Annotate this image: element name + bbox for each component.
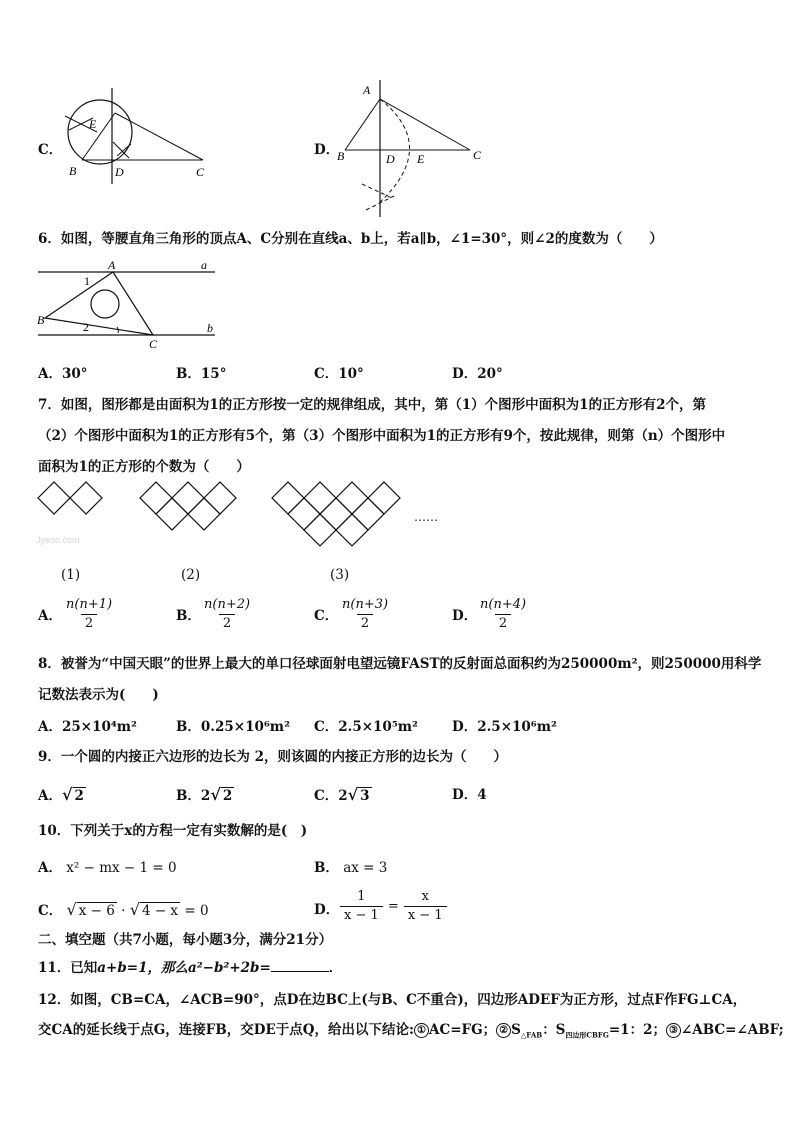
q6-option-d: D．20° [452,366,503,382]
label-b-point: B [37,313,45,327]
q7-option-b-letter: B． [176,608,201,624]
q7-option-c-fraction: $\frac{n(n+3)}{2}$ [342,597,389,631]
q7-stem-line3: 面积为1的正方形的个数为（ ） [38,459,250,475]
label-angle-2: 2 [83,320,89,334]
q8-stem-line2: 记数法表示为( ) [38,687,159,703]
q12-stem-line1: 12．如图，CB=CA，∠ACB=90°，点D在边BC上(与B、C不重合)，四边形ADEF为正方形，过点F作FG⊥CA， [38,992,747,1008]
q10-stem: 10．下列关于x的方程一定有实数解的是( ) [38,823,308,839]
label-line-b: b [207,321,213,335]
q7-stem-line2: （2）个图形中面积为1的正方形有5个，第（3）个图形中面积为1的正方形有9个，按此规律，则第（n）个图形中 [38,428,726,444]
q8-stem-line1: 8．被誉为“中国天眼”的世界上最大的单口径球面射电望远镜FAST的反射面总面积约为250000m²，则250000用科学 [38,656,762,672]
q10-option-c: C． √ x − 6 · √ 4 − x = 0 [38,900,209,919]
q10-option-b: B． ax = 3 [314,860,388,876]
label-line-a: a [201,258,207,272]
q6-option-a: A．30° [38,366,88,382]
label-a: A [363,83,371,97]
q6-option-c: C．10° [314,366,364,382]
q7-option-d-fraction: $\frac{n(n+4)}{2}$ [480,597,527,631]
option-c-label: C． [38,142,63,158]
q7-caption-1: (1) [61,567,81,583]
q6-stem: 6．如图，等腰直角三角形的顶点A、C分别在直线a、b上，若a∥b，∠1=30°，则∠2的度数为（ ） [38,231,663,247]
label-c: C [473,148,482,162]
q7-option-d-letter: D． [452,608,478,624]
q7-caption-2: (2) [181,567,201,583]
label-d: D [386,152,395,166]
q9-option-d: D．4 [452,787,487,803]
q9-option-b: B．2√ 2 [176,785,233,804]
jyeoo-watermark: Jyeoo.com [36,535,80,545]
q10-option-d-expr: $\frac{1}{x - 1}$ = $\frac{x}{x - 1}$ [340,889,447,924]
q7-option-a-letter: A． [38,608,62,624]
answer-blank[interactable] [271,957,329,972]
q8-option-a: A．25×10⁴m² [38,719,137,735]
q7-figure-1 [36,480,108,520]
q6-option-b: B．15° [176,366,227,382]
label-e: E [89,117,97,131]
label-d: D [115,165,124,179]
label-angle-1: 1 [84,274,90,288]
q9-stem: 9．一个圆的内接正六边形的边长为 2，则该圆的内接正方形的边长为（ ） [38,749,507,765]
q11: 11．已知a+b=1，那么a²−b²+2b= ． [38,957,342,978]
q5-figure-c [55,80,225,190]
q10-option-a: A． x² − mx − 1 = 0 [38,860,177,876]
q6-figure [33,256,223,352]
q8-option-c: C．2.5×10⁵m² [314,719,418,735]
label-b: B [337,149,345,163]
q7-option-a-fraction: $\frac{n(n+1)}{2}$ [66,597,113,631]
q8-option-b: B．0.25×10⁶m² [176,719,290,735]
q8-option-d: D．2.5×10⁶m² [452,719,557,735]
label-b: B [69,164,77,178]
q7-figure-2 [138,480,242,536]
q12-stem-line2: 交CA的延长线于点G，连接FB，交DE于点Q，给出以下结论: ① AC=FG； ② $S_{\triangle FAB}$：$S_{四边形CBFG}=1$：2； ③ ∠ABC=∠ABF; [38,1022,784,1040]
q9-option-c: C．2√ 3 [314,785,370,804]
q7-option-c-letter: C． [314,608,339,624]
q7-stem-line1: 7．如图，图形都是由面积为1的正方形按一定的规律组成，其中，第（1）个图形中面积为1的正方形有2个，第 [38,397,706,413]
label-c: C [196,165,205,179]
label-c-point: C [149,337,158,351]
q7-ellipsis: …… [414,510,438,524]
q10-option-d-letter: D． [314,902,340,918]
q9-option-a: A．√ 2 [38,785,84,804]
q7-figure-3 [270,480,406,552]
label-a-point: A [108,258,116,272]
q7-option-b-fraction: $\frac{n(n+2)}{2}$ [204,597,251,631]
label-e: E [417,152,425,166]
option-d-label: D． [314,142,340,158]
q7-caption-3: (3) [330,567,350,583]
section-heading: 二、填空题（共7小题，每小题3分，满分21分） [38,932,333,948]
q5-figure-d [330,72,500,220]
